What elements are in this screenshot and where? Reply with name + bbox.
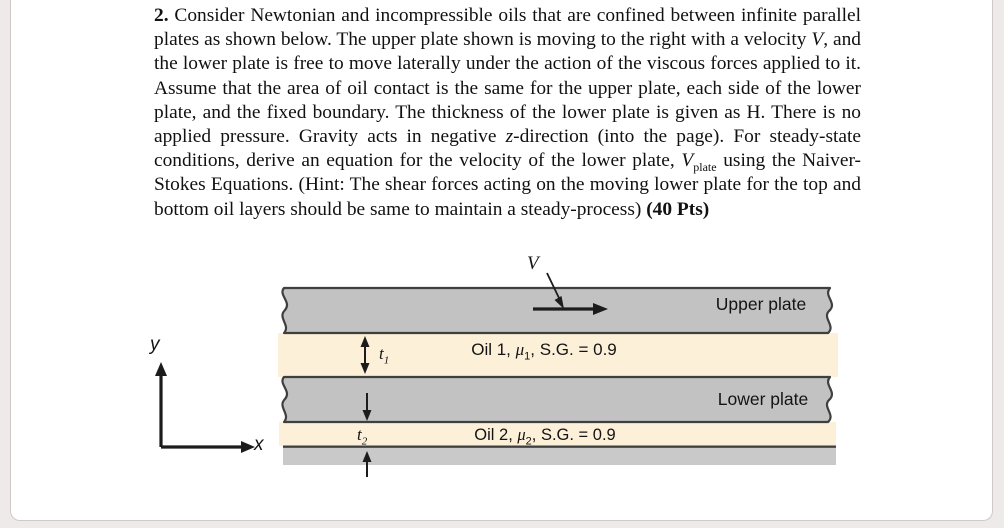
x-axis-arrowhead <box>241 441 255 453</box>
vplate-subscript: plate <box>693 160 717 175</box>
oil1-mu-symbol: μ <box>515 340 525 359</box>
oil1-mu-subscript: 1 <box>524 350 531 363</box>
t2-label <box>357 425 367 447</box>
t1-label <box>379 344 389 366</box>
oil2-mu-symbol: μ <box>517 425 526 444</box>
problem-seg4: using the Naiver-Stokes Equations. (Hint: The shear forces acting on the moving lower plate for the top and bottom oil layers should be same to maintain a steady-process) <box>154 150 862 220</box>
velocity-symbol: V <box>811 29 824 51</box>
problem-number: 2. <box>154 5 169 26</box>
velocity-label: V <box>527 253 539 274</box>
oil2-label <box>435 425 655 447</box>
diagram <box>141 250 851 485</box>
oil1-sg-value: , S.G. = 0.9 <box>530 340 617 359</box>
points-value: (40 Pts) <box>646 198 710 220</box>
lower-plate-label: Lower plate <box>717 389 809 409</box>
oil1-text: Oil 1, <box>471 340 516 359</box>
t2-symbol: t <box>357 425 362 444</box>
document-page <box>10 0 993 521</box>
y-axis-arrowhead <box>155 362 167 376</box>
y-axis-arrow <box>155 362 167 447</box>
t2-subscript: 2 <box>361 435 368 448</box>
oil2-text: Oil 2, <box>474 426 518 444</box>
problem-seg1: Consider Newtonian and incompressible oils that are confined between infinite parallel plates as shown below. The upper plate shown is moving to the right with a velocity <box>154 5 861 51</box>
oil1-label <box>434 340 654 362</box>
problem-seg3: -direction (into the page). For steady-state conditions, derive an equation for the velocity of the lower plate, <box>154 126 861 172</box>
z-symbol: z <box>505 126 514 148</box>
upper-plate-label: Upper plate <box>715 294 807 314</box>
t1-subscript: 1 <box>383 354 390 367</box>
vplate-symbol: V <box>681 150 694 172</box>
y-axis-label: y <box>150 334 160 355</box>
x-axis-arrow <box>161 441 255 453</box>
problem-seg2: , and the lower plate is free to move laterally under the action of the viscous forces applied to it. Assume that the area of oil contact is the same for the upper plate, each side of the lower plate, and the fixed boundary. The thickness of the lower plate is given as H. There is no applied pressure. Gravity acts in negative <box>154 29 861 148</box>
problem-statement <box>154 4 861 222</box>
x-axis-label: x <box>254 434 264 455</box>
t1-symbol: t <box>379 344 384 363</box>
oil2-mu-subscript: 2 <box>525 435 532 448</box>
oil2-sg-value: , S.G. = 0.9 <box>531 426 616 444</box>
